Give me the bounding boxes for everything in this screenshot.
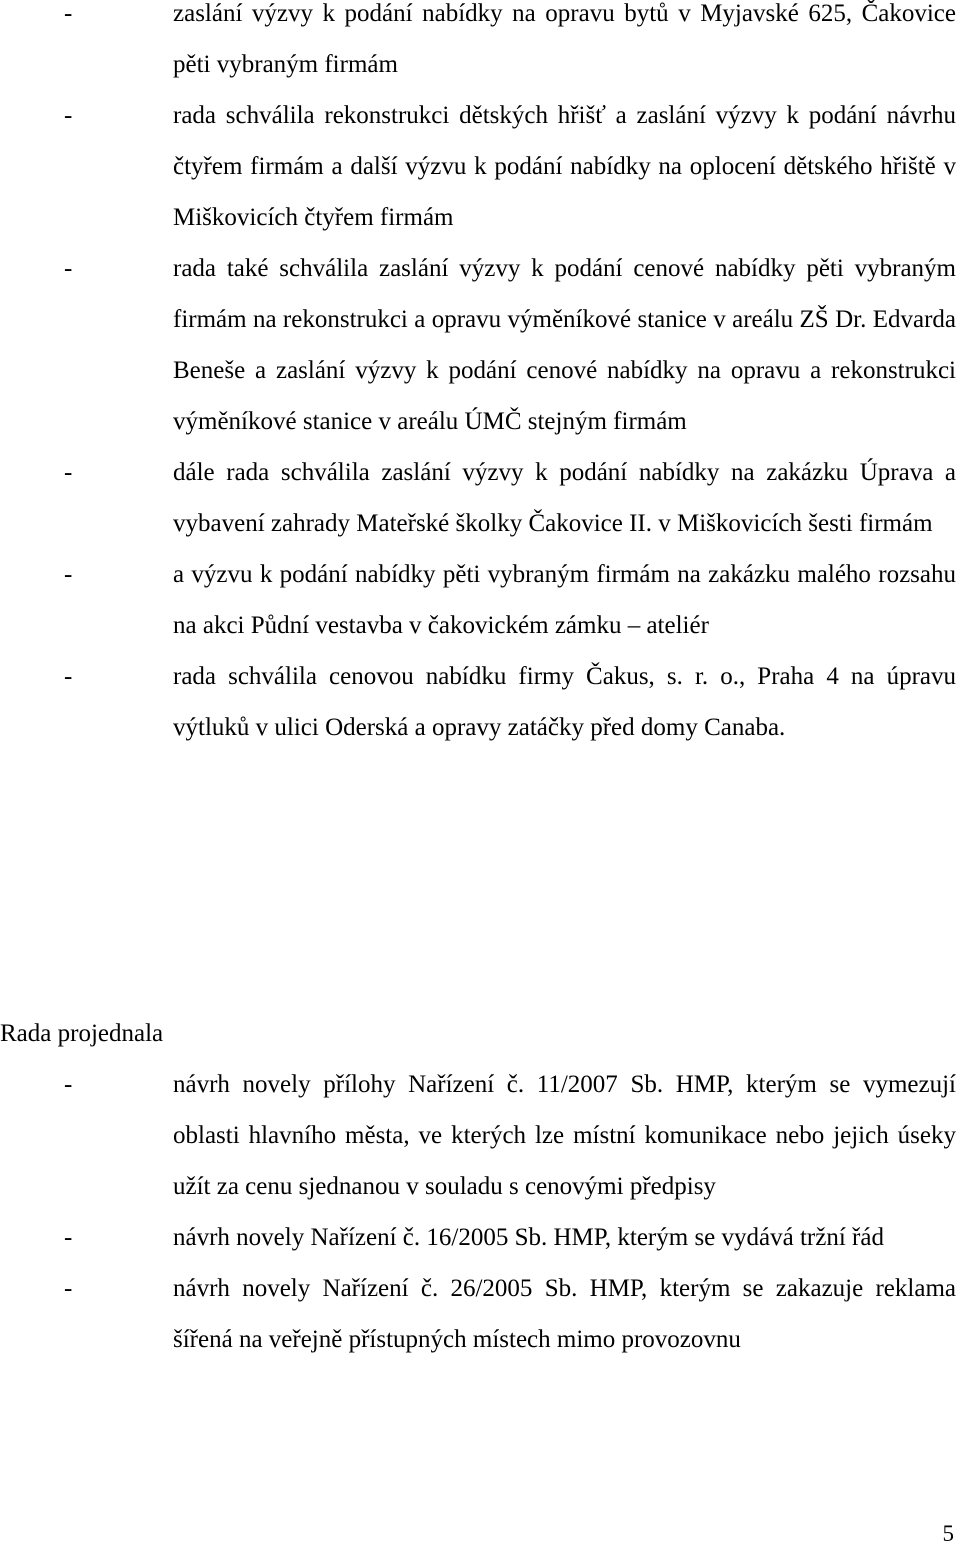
list-item bbox=[0, 90, 960, 243]
list-dash: - bbox=[64, 255, 73, 282]
list-item bbox=[0, 1263, 960, 1365]
list-dash: - bbox=[64, 561, 73, 588]
list-item-text: návrh novely Nařízení č. 26/2005 Sb. HMP, kterým se zakazuje reklama šířená na veřejně přístupných místech mimo provozovnu bbox=[173, 1275, 956, 1353]
section-1-list bbox=[0, 0, 960, 753]
page-number: 5 bbox=[942, 1521, 954, 1546]
list-item-text: návrh novely přílohy Nařízení č. 11/2007 Sb. HMP, kterým se vymezují oblasti hlavního města, ve kterých lze místní komunikace nebo jejich úseky užít za cenu sjednanou v souladu s cenovými předpisy bbox=[173, 1071, 956, 1200]
list-item-text: dále rada schválila zaslání výzvy k podání nabídky na zakázku Úprava a vybavení zahrady Mateřské školky Čakovice II. v Miškovicích šesti firmám bbox=[173, 459, 956, 537]
list-item bbox=[0, 1212, 960, 1263]
list-dash: - bbox=[64, 663, 73, 690]
list-item bbox=[0, 549, 960, 651]
list-dash: - bbox=[64, 1224, 73, 1251]
list-item bbox=[0, 0, 960, 90]
list-item bbox=[0, 651, 960, 753]
list-item-text: a výzvu k podání nabídky pěti vybraným firmám na zakázku malého rozsahu na akci Půdní vestavba v čakovickém zámku – ateliér bbox=[173, 561, 956, 639]
list-dash: - bbox=[64, 102, 73, 129]
list-dash: - bbox=[64, 1071, 73, 1098]
list-item-text: rada schválila rekonstrukci dětských hřišť a zaslání výzvy k podání návrhu čtyřem firmám a další výzvu k podání nabídky na oplocení dětského hřiště v Miškovicích čtyřem firmám bbox=[173, 102, 956, 231]
list-item-text: rada také schválila zaslání výzvy k podání cenové nabídky pěti vybraným firmám na rekonstrukci a opravu výměníkové stanice v areálu ZŠ Dr. Edvarda Beneše a zaslání výzvy k podání cenové nabídky na opravu a rekonstrukci výměníkové stanice v areálu ÚMČ stejným firmám bbox=[173, 255, 956, 435]
list-dash: - bbox=[64, 1275, 73, 1302]
list-item bbox=[0, 243, 960, 447]
list-dash: - bbox=[64, 459, 73, 486]
section-heading: Rada projednala bbox=[0, 1020, 164, 1047]
list-item bbox=[0, 1059, 960, 1212]
list-dash: - bbox=[64, 0, 73, 27]
list-item bbox=[0, 447, 960, 549]
list-item-text: návrh novely Nařízení č. 16/2005 Sb. HMP, kterým se vydává tržní řád bbox=[173, 1224, 884, 1251]
list-item-text: rada schválila cenovou nabídku firmy Čakus, s. r. o., Praha 4 na úpravu výtluků v ulici Oderská a opravy zatáčky před domy Canaba. bbox=[173, 663, 956, 741]
list-item-text: zaslání výzvy k podání nabídky na opravu bytů v Myjavské 625, Čakovice pěti vybraným firmám bbox=[173, 0, 956, 78]
section-2-list bbox=[0, 1059, 960, 1365]
